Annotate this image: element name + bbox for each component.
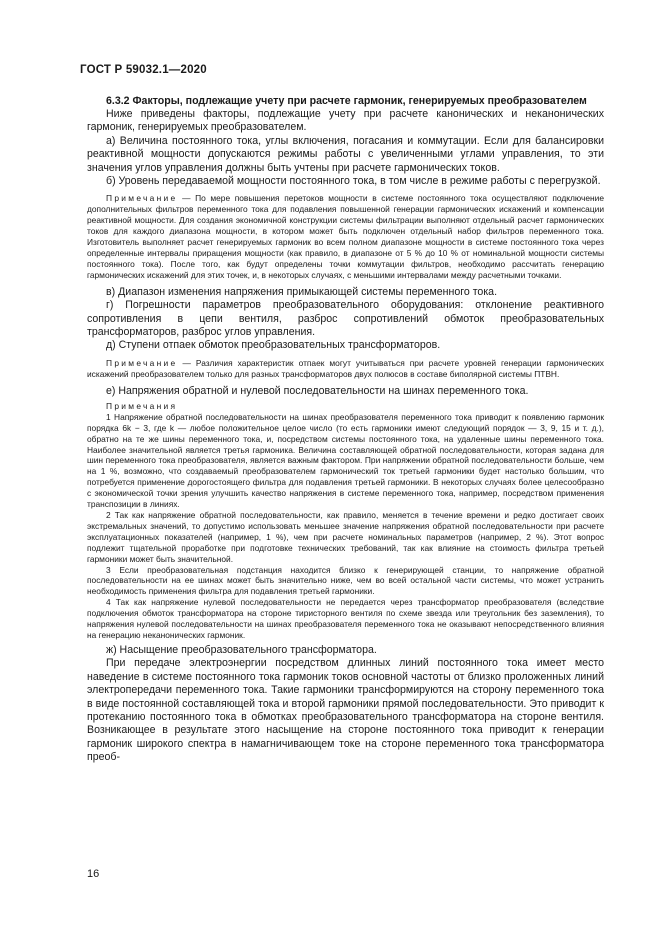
note-1-text: — По мере повышения перетоков мощности в системе постоянного тока осуществляют подключение дополнительных фильтров переменного тока для подавления повышенной генерации гармонических искажений и компенсации реактивной мощности. Для создания экономичной конструкции системы фильтрации выполняют отдельный расчет гармонических токов для каждого диапазона мощности, в котором может быть подключен отдельный набор фильтров переменного тока. Изготовитель выполняет расчет генерируемых гармоник во всем полном диапазоне мощности в системе постоянного тока через определенные интервалы приращения мощности (как правило, в диапазоне от 5 % до 10 % от номинальной мощности системы постоянного тока). После того, как будут определены точки коммутации фильтров, необходимо рассчитать генерацию гармонических искажений для этих точек, и, в некоторых случаях, с меньшими интервалами между расчетными точками. xyxy=(87,193,604,280)
item-a: а) Величина постоянного тока, углы включения, погасания и коммутации. Если для балансировки реактивной мощности допускаются режимы работы с увеличенными углами управления, то эти значения углов управления должны быть учтены при расчете гармонических токов. xyxy=(87,134,604,174)
note-1-label: Примечание xyxy=(106,193,178,204)
page-content xyxy=(87,95,604,765)
note-2-text: — Различия характеристик отпаек могут учитываться при расчете уровней генерации гармонических искажений преобразователем только для разных трансформаторов двух полюсов в составе биполярной системы ПТВН. xyxy=(87,357,604,379)
item-v: в) Диапазон изменения напряжения примыкающей системы переменного тока. xyxy=(106,285,498,298)
item-zh: ж) Насыщение преобразовательного трансформатора. xyxy=(106,643,377,656)
intro-paragraph: Ниже приведены факторы, подлежащие учету при расчете канонических и неканонических гармоник, генерируемых преобразователем. xyxy=(87,108,604,134)
item-g: г) Погрешности параметров преобразовательного оборудования: отклонение реактивного сопротивления в цепи вентиля, разброс сопротивлений обмоток преобразовательных трансформаторов, разброс углов управления. xyxy=(87,299,604,338)
final-paragraph: При передаче электроэнергии посредством длинных линий постоянного тока имеет место наведение в системе постоянного тока гармоник токов основной частоты от близко проложенных линий электропередачи переменного тока. Такие гармоники трансформируются на сторону переменного тока в виде постоянной составляющей тока и второй гармоники прямой последовательности. Это приводит к протеканию постоянного тока в обмотках преобразовательного трансформатора на стороне вентиля. Возникающее в результате этого насыщение на стороне постоянного тока приводит к генерации гармоник широкого спектра в намагничивающем токе на стороне переменного тока трансформатора преоб- xyxy=(87,657,604,764)
note-2 xyxy=(87,358,604,380)
item-e: е) Напряжения обратной и нулевой последовательности на шинах переменного тока. xyxy=(106,384,529,397)
note-e3: 3 Если преобразовательная подстанция находится близко к генерирующей станции, то напряжение обратной последовательности на ее шинах может быть значительно ниже, чем во всей остальной части системы, что может устранить необходимость применения фильтра для подавления третьей гармоники. xyxy=(87,564,604,597)
note-e1: 1 Напряжение обратной последовательности на шинах преобразователя переменного тока приводит к появлению гармоник порядка 6k − 3, где k — любое положительное целое число (то есть гармоники имеют следующий порядок — 3, 9, 15 и т. д.), обратно на те же шины переменного тока, и, посредством системы постоянного тока, на удаленные шины переменного тока. Наиболее значительной является третья гармоника. Величина составляющей обратной последовательности, которая задана для шин переменного тока преобразователя, является важным фактором. При напряжении обратной последовательности больше, чем на 1 %, возможно, что создаваемый преобразователем гармонический ток третьей гармоники будет настолько большим, что потребуется применение дорогостоящего фильтра для подавления третьей гармоники. В некоторых случаях более целесообразно с экономической точки зрения улучшить качество напряжения в системе переменного тока, например, посредством применения транспозиции в линиях. xyxy=(87,411,604,510)
note-e2: 2 Так как напряжение обратной последовательности, как правило, меняется в течение времени и редко достигает своих экстремальных значений, то допустимо использовать меньшее значение напряжения обратной последовательности при расчете эксплуатационных показателей (например, 1 %), чем при расчете номинальных параметров (например, 2 %). Этот вопрос подлежит тщательной проработке при подготовке технических требований, так как влияние на стоимость фильтра третьей гармоники может быть значительной. xyxy=(87,510,604,564)
standard-header: ГОСТ Р 59032.1—2020 xyxy=(80,64,207,76)
item-b: б) Уровень передаваемой мощности постоянного тока, в том числе в режиме работы с перегрузкой. xyxy=(106,175,601,188)
section-title: 6.3.2 Факторы, подлежащие учету при расчете гармоник, генерируемых преобразователем xyxy=(106,95,587,107)
note-e4: 4 Так как напряжение нулевой последовательности не передается через трансформатор преобразователя (вследствие подключения обмоток трансформатора на стороне тиристорного вентиля по схеме звезда или треугольник без заземления), то напряжения нулевой последовательности на шинах преобразователя переменного тока не оказывают непосредственного влияния на генерацию неканонических гармоник. xyxy=(87,597,604,640)
item-d: д) Ступени отпаек обмоток преобразовательных трансформаторов. xyxy=(106,339,441,352)
page-number: 16 xyxy=(87,868,100,880)
notes-label: Примечания xyxy=(106,400,178,411)
note-2-label: Примечание xyxy=(106,357,178,368)
note-1 xyxy=(87,193,604,280)
